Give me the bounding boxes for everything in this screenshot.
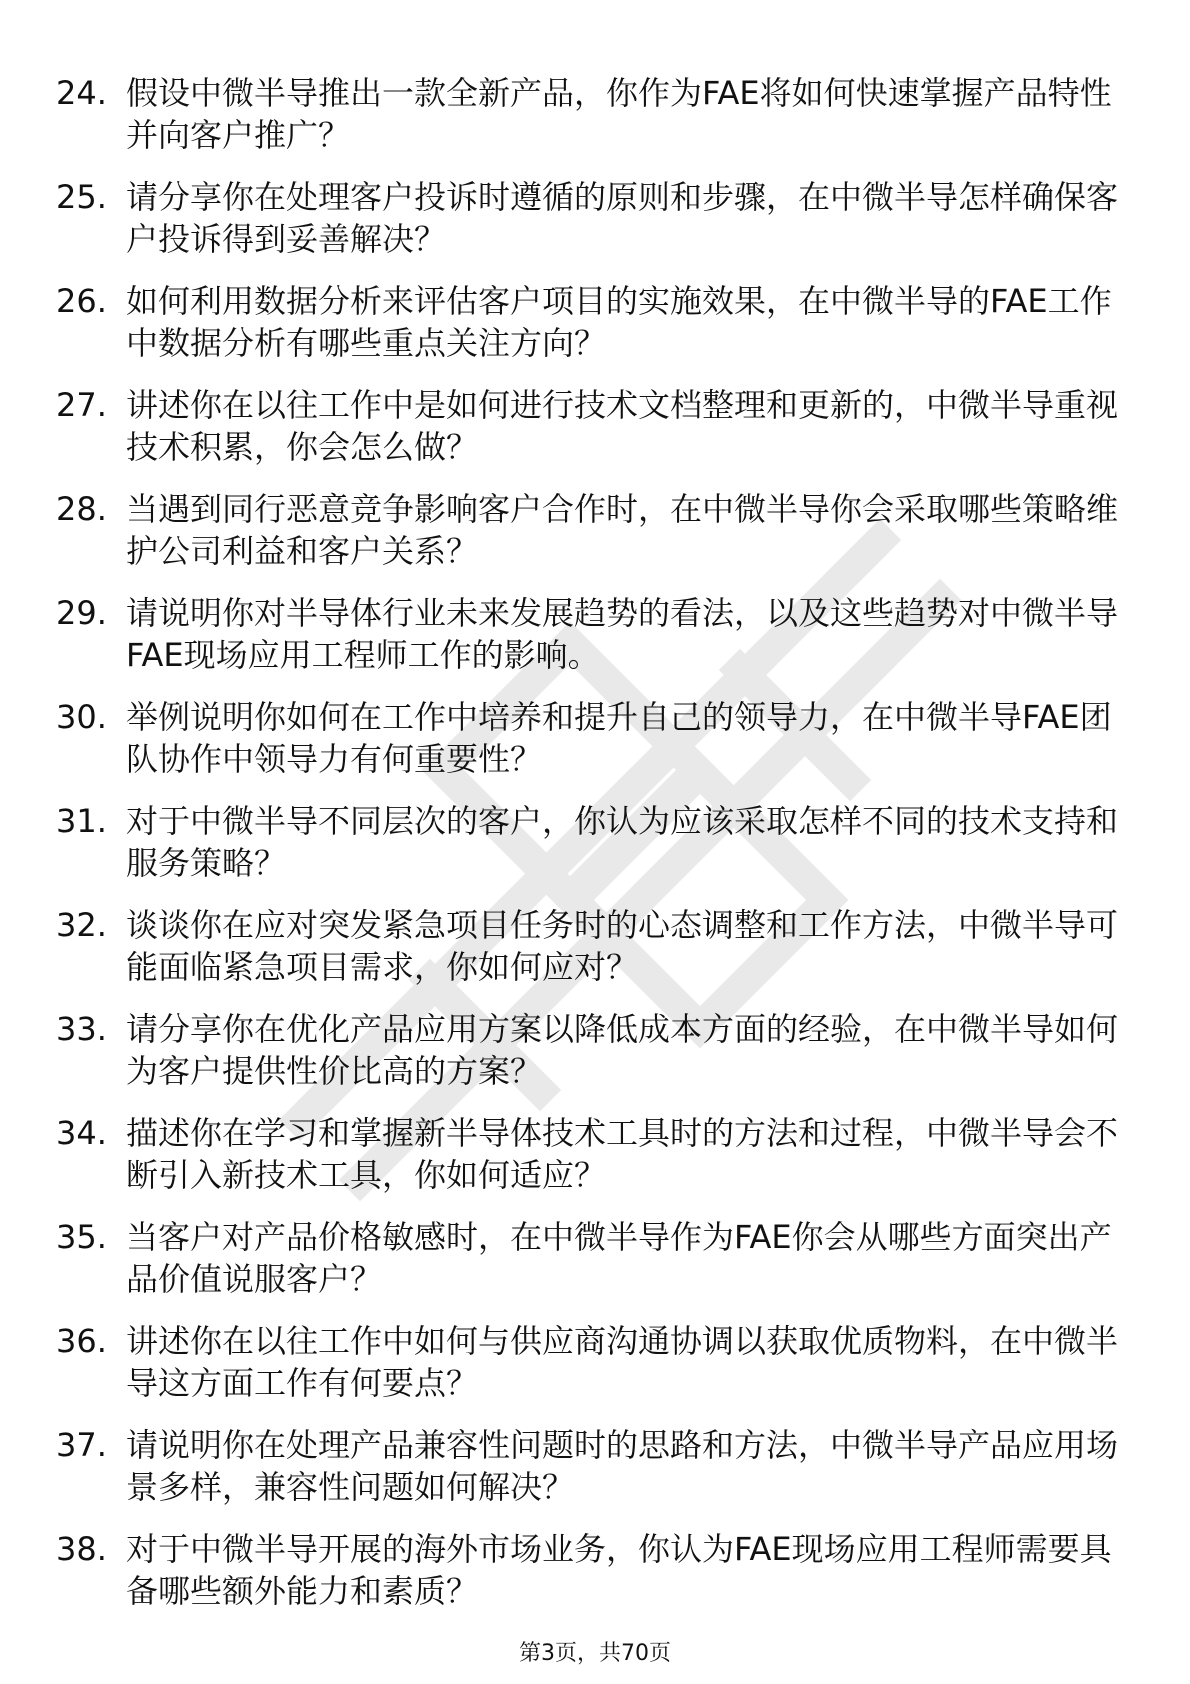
question-number: 34.	[56, 1114, 107, 1152]
list-item	[56, 800, 1136, 884]
question-text: 请说明你在处理产品兼容性问题时的思路和方法，中微半导产品应用场景多样，兼容性问题如何解决？	[126, 1426, 1119, 1506]
question-number: 31.	[56, 802, 107, 840]
question-text: 请说明你对半导体行业未来发展趋势的看法，以及这些趋势对中微半导FAE现场应用工程师工作的影响。	[126, 594, 1119, 674]
list-item	[56, 488, 1136, 572]
question-number: 36.	[56, 1322, 107, 1360]
list-item	[56, 1528, 1136, 1612]
list-item	[56, 176, 1136, 260]
question-number: 37.	[56, 1426, 107, 1464]
question-text: 描述你在学习和掌握新半导体技术工具时的方法和过程，中微半导会不断引入新技术工具，你如何适应？	[126, 1114, 1119, 1194]
list-item	[56, 1112, 1136, 1196]
question-text: 举例说明你如何在工作中培养和提升自己的领导力，在中微半导FAE团队协作中领导力有何重要性？	[126, 698, 1112, 778]
question-number: 33.	[56, 1010, 107, 1048]
question-number: 27.	[56, 386, 107, 424]
question-text: 讲述你在以往工作中如何与供应商沟通协调以获取优质物料，在中微半导这方面工作有何要点？	[126, 1322, 1119, 1402]
question-text: 请分享你在处理客户投诉时遵循的原则和步骤，在中微半导怎样确保客户投诉得到妥善解决？	[126, 178, 1119, 258]
question-text: 当遇到同行恶意竞争影响客户合作时，在中微半导你会采取哪些策略维护公司利益和客户关系？	[126, 490, 1119, 570]
question-text: 对于中微半导不同层次的客户，你认为应该采取怎样不同的技术支持和服务策略？	[126, 802, 1119, 882]
question-list	[56, 72, 1136, 1632]
list-item	[56, 696, 1136, 780]
question-number: 25.	[56, 178, 107, 216]
question-number: 29.	[56, 594, 107, 632]
question-number: 24.	[56, 74, 107, 112]
list-item	[56, 1008, 1136, 1092]
question-number: 38.	[56, 1530, 107, 1568]
list-item	[56, 1216, 1136, 1300]
list-item	[56, 904, 1136, 988]
question-text: 假设中微半导推出一款全新产品，你作为FAE将如何快速掌握产品特性并向客户推广？	[126, 74, 1112, 154]
question-text: 当客户对产品价格敏感时，在中微半导作为FAE你会从哪些方面突出产品价值说服客户？	[126, 1218, 1112, 1298]
list-item	[56, 1424, 1136, 1508]
list-item	[56, 384, 1136, 468]
question-text: 谈谈你在应对突发紧急项目任务时的心态调整和工作方法，中微半导可能面临紧急项目需求，你如何应对？	[126, 906, 1119, 986]
question-number: 35.	[56, 1218, 107, 1256]
question-number: 30.	[56, 698, 107, 736]
question-number: 32.	[56, 906, 107, 944]
question-text: 对于中微半导开展的海外市场业务，你认为FAE现场应用工程师需要具备哪些额外能力和素质？	[126, 1530, 1112, 1610]
question-number: 28.	[56, 490, 107, 528]
question-number: 26.	[56, 282, 107, 320]
page-number-footer: 第3页，共70页	[519, 1641, 671, 1666]
question-text: 讲述你在以往工作中是如何进行技术文档整理和更新的，中微半导重视技术积累，你会怎么做？	[126, 386, 1119, 466]
list-item	[56, 280, 1136, 364]
list-item	[56, 1320, 1136, 1404]
list-item	[56, 72, 1136, 156]
list-item	[56, 592, 1136, 676]
question-text: 如何利用数据分析来评估客户项目的实施效果，在中微半导的FAE工作中数据分析有哪些重点关注方向？	[126, 282, 1112, 362]
question-text: 请分享你在优化产品应用方案以降低成本方面的经验，在中微半导如何为客户提供性价比高的方案？	[126, 1010, 1119, 1090]
